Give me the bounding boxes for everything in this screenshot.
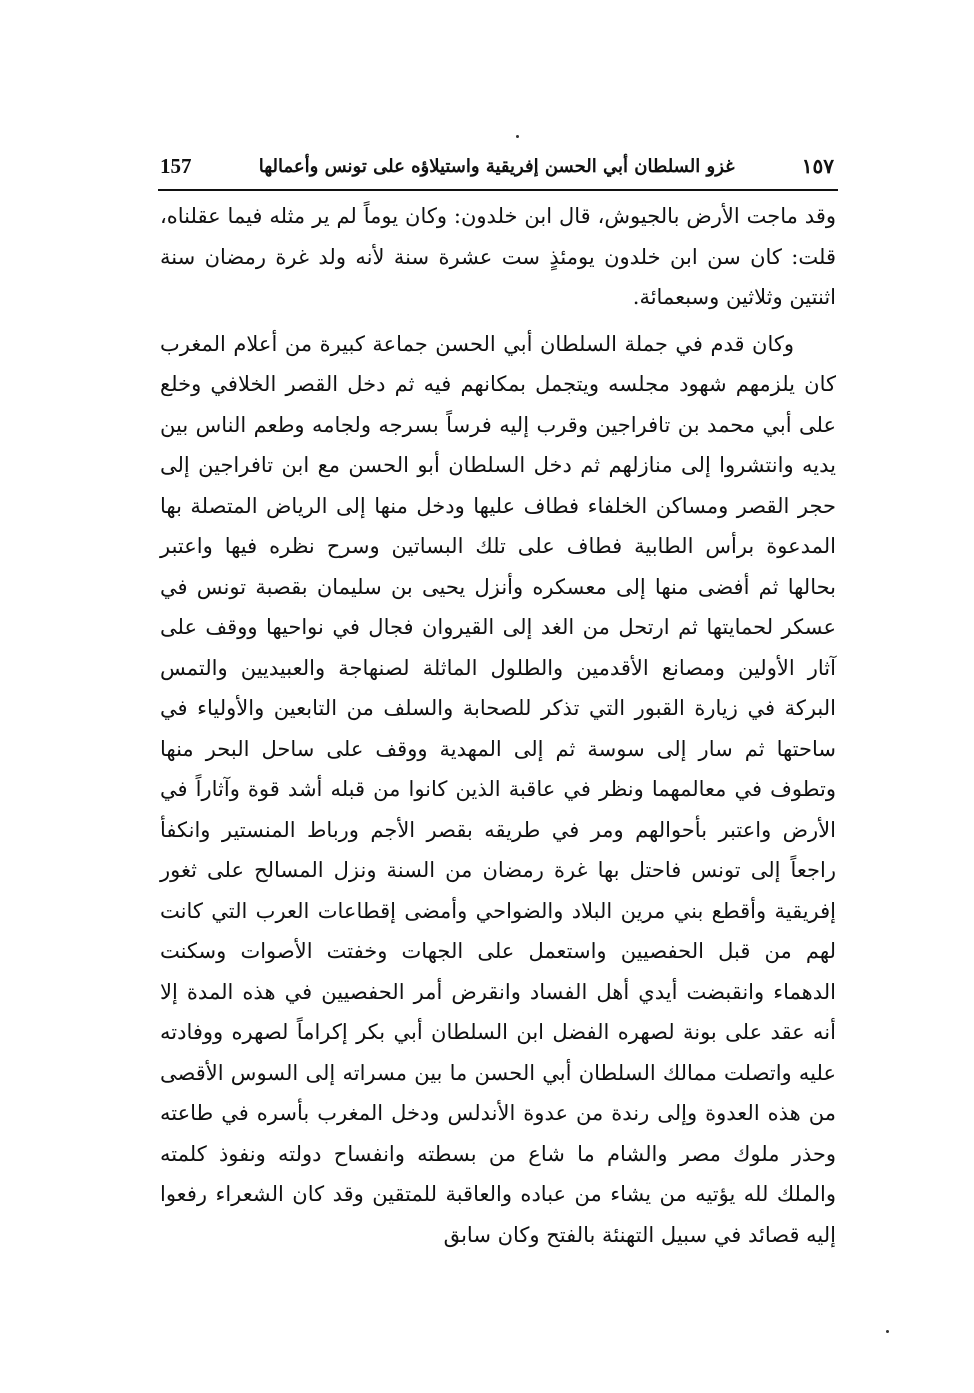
paragraph-1: وقد ماجت الأرض بالجيوش، قال ابن خلدون: وكان يوماً لم ير مثله فيما عقلناه، قلت: كان سن ابن خلدون يومئذٍ ست عشرة سنة لأنه ولد غرة رمضان سنة اثنتين وثلاثين وسبعمائة.	[160, 204, 836, 309]
body-text	[160, 196, 836, 1255]
running-title: غزو السلطان أبي الحسن إفريقية واستيلاؤه على تونس وأعمالها	[258, 155, 735, 177]
page-number-arabic: ١٥٧	[801, 154, 834, 178]
page-number-latin: 157	[160, 153, 192, 178]
header-rule	[158, 189, 838, 191]
scan-speck	[516, 135, 519, 138]
scan-speck	[886, 1330, 889, 1333]
page-header	[160, 144, 834, 188]
paragraph-2: وكان قدم في جملة السلطان أبي الحسن جماعة كبيرة من أعلام المغرب كان يلزمهم شهود مجلسه ويتجمل بمكانهم فيه ثم دخل القصر الخلافي وخلع على أبي محمد بن تافراجين وقرب إليه فرساً بسرجه ولجامه وطعم الناس بين يديه وانتشروا إلى منازلهم ثم دخل السلطان أبو الحسن مع ابن تافراجين إلى حجر القصر ومساكن الخلفاء فطاف عليها ودخل منها إلى الرياض المتصلة بها المدعوة برأس الطابية فطاف على تلك البساتين وسرح نظره فيها واعتبر بحالها ثم أفضى منها إلى معسكره وأنزل يحيى بن سليمان بقصبة تونس في عسكر لحمايتها ثم ارتحل من الغد إلى القيروان فجال في نواحيها ووقف على آثار الأولين ومصانع الأقدمين والطلول الماثلة لصنهاجة والعبيديين والتمس البركة في زيارة القبور التي تذكر للصحابة والسلف من التابعين والأولياء في ساحتها ثم سار إلى سوسة ثم إلى المهدية ووقف على ساحل البحر منها وتطوف في معالمهما ونظر في عاقبة الذين كانوا من قبله أشد قوة وآثاراً في الأرض واعتبر بأحوالهم ومر في طريقه بقصر الأجم ورباط المنستير وانكفأ راجعاً إلى تونس فاحتل بها غرة رمضان من السنة ونزل المسالح على ثغور إفريقية وأقطع بني مرين البلاد والضواحي وأمضى إقطاعات العرب التي كانت لهم من قبل الحفصيين واستعمل على الجهات وخفتت الأصوات وسكنت الدهماء وانقبضت أيدي أهل الفساد وانقرض أمر الحفصيين في هذه المدة إلا أنه عقد على بونة لصهره الفضل ابن السلطان أبي بكر إكراماً لصهره ووفادته عليه واتصلت ممالك السلطان أبي الحسن ما بين مسراته إلى السوس الأقصى من هذه العدوة وإلى رندة من عدوة الأندلس ودخل المغرب بأسره في طاعته وحذر ملوك مصر والشام ما شاع من بسطته وانفساح دولته ونفوذ كلمته والملك لله يؤتيه من يشاء من عباده والعاقبة للمتقين وقد كان الشعراء رفعوا إليه قصائد في سبيل التهنئة بالفتح وكان سابق	[160, 331, 836, 1247]
